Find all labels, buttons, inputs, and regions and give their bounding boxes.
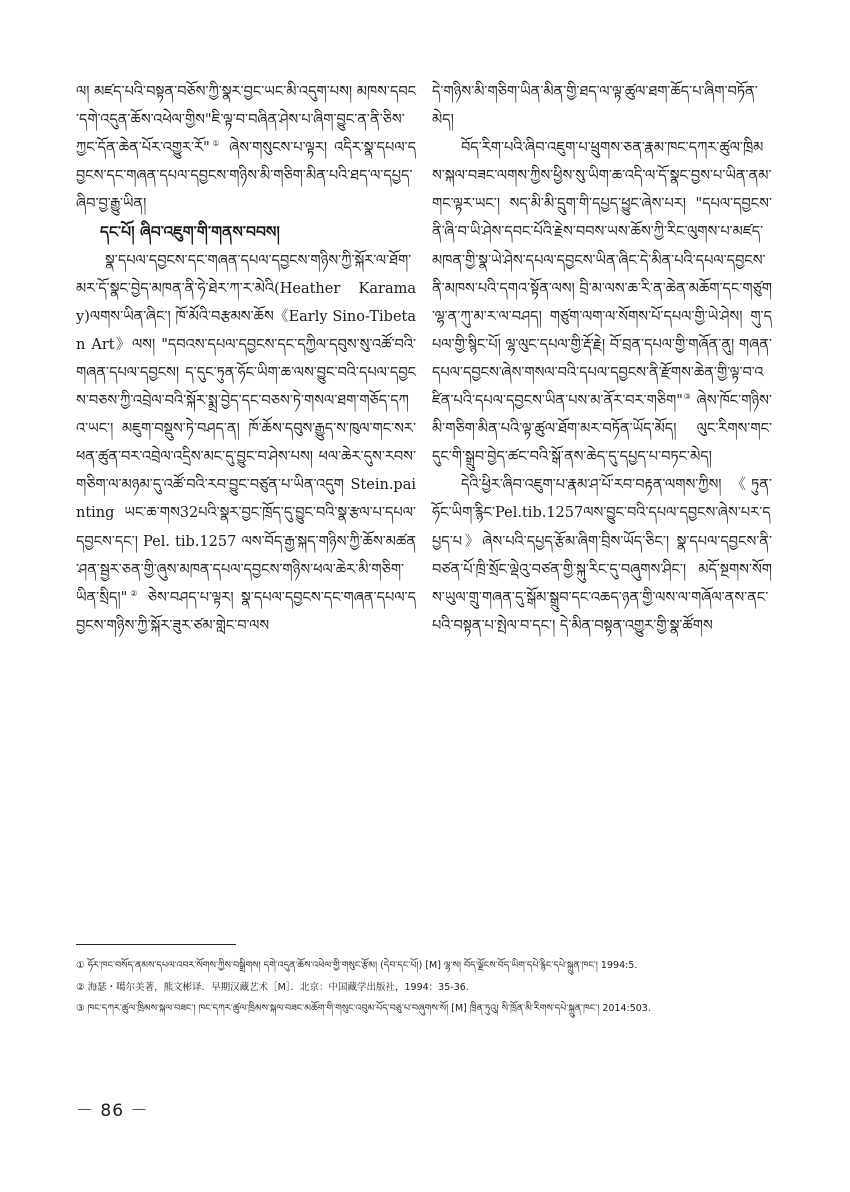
body-paragraph: སྣ་དཔལ་དབྱངས་དང་གཞན་དཔལ་དབྱངས་གཉིས་ཀྱི་སྐོར་ལ་ཐོག་མར་དོ་སྣང་བྱེད་མཁན་ནི་ཧེ་ཐེར་ཀ་ར་མེའི(Heather Karamay)ལགས་ཡིན་ཞིང་། ཁོ་མོའི་བརྩམས་ཆོས《Early Sino-Tibetan Art》ལས། "དབའས་དཔལ་དབྱངས་དང་དཀྱིལ་དབུས་སུ་འཚོ་བའི་གཞན་དཔལ་དབྱངས། ད་དུང་ཏུན་ཧོང་ཡིག་ཆ་ལས་བྱུང་བའི་དཔལ་དབྱངས་བཅས་ཀྱི་འབྲེལ་བའི་སྐོར་སྨྲ་བྱེད་དང་བཅས་ཏེ་གསལ་ཐག་གཅོད་དཀའ་ཡང་། མཇུག་བསྡུས་ཏེ་བཤད་ན། ཁོ་ཆོས་དབུས་རྒྱུད་ས་ཁུལ་གང་སར་ཕན་ཚུན་བར་འབྲེལ་འདྲིས་མང་དུ་བྱུང་བ་ཤེས་པས། ཕལ་ཆེར་དུས་རབས་གཅིག་ལ་མཉམ་དུ་འཚོ་བའི་རབ་བྱུང་བཙུན་པ་ཡིན་འདུག Stein.painting ཡང་ཆ་གས32པའི་སྣར་བྱང་ཁྲོད་དུ་བྱུང་བའི་སྣ་རྩལ་པ་དཔལ་དབྱངས་དང་། Pel. tib.1257 ལས་བོད་རྒྱ་སྐད་གཉིས་ཀྱི་ཆོས་མཚན་ཤན་སྦྱར་ཅན་གྱི་ཞུས་མཁན་དཔལ་དབྱངས་གཉིས་ཕལ་ཆེར་མི་གཅིག་ཡིན་སྲིད།"② ཅེས་བཤད་པ་ལྟར། སྣ་དཔལ་དབྱངས་དང་གཞན་དཔལ་དབྱངས་གཉིས་ཀྱི་སྐོར་ཟུར་ཙམ་གླེང་བ་ལས xyxy=(76,252,416,634)
page-number: － 86 － xyxy=(76,1101,149,1121)
body-paragraph: དེའི་ཕྱིར་ཞིབ་འཇུག་པ་རྣམ་ཤ་པོ་རབ་བརྟན་ལགས་ཀྱིས། 《ཏུན་ཧོང་ཡིག་རྙིང་Pel.tib.1257ལས་བྱུང་བའི་དཔལ་དབྱངས་ཞེས་པར་དཔྱད་པ》ཞེས་པའི་དཔྱད་རྩོམ་ཞིག་བྲིས་ཡོད་ཅིང་། སྣ་དཔལ་དབྱངས་ནི་བཙན་པོ་ཁྲི་སྲོང་ལྡེའུ་བཙན་གྱི་སྐུ་རིང་དུ་བཞུགས་ཤིང་། མདོ་སྔགས་སོགས་ཡུལ་གྲུ་གཞན་དུ་སྒོམ་སྒྲུབ་དང་འཆད་ཉན་གྱི་ལས་ལ་གཞོལ་ནས་ནང་པའི་བསྟན་པ་སྤེལ་བ་དང་། དེ་མིན་བསྟན་འགྱུར་གྱི་སྣ་ཚོགས xyxy=(432,477,772,634)
footnotes xyxy=(76,958,778,1023)
footnote-divider xyxy=(76,944,236,945)
footnote-ref: ③ xyxy=(682,392,692,402)
body-paragraph: དེ་གཉིས་མི་གཅིག་ཡིན་མིན་གྱི་ཐད་ལ་ལྟ་ཚུལ་ཐག་ཆོད་པ་ཞིག་བཏོན་མེད། xyxy=(432,84,758,129)
body-paragraph: ལ། མཛད་པའི་བསྟན་བཅོས་ཀྱི་སྣར་བྱང་ཡང་མི་འདུག་པས། མཁས་དབང་དགེ་འདུན་ཆོས་འཕེལ་གྱིས"ཇི་ལྟ་བ་བཞིན་ཤེས་པ་ཞིག་བྱུང་ན་ནི་ཅིས་ཀྱང་དོན་ཆེན་པོར་འགྱུར་རོ"① ཞེས་གསུངས་པ་ལྟར། འདིར་སྣ་དཔལ་དབྱངས་དང་གཞན་དཔལ་དབྱངས་གཉིས་མི་གཅིག་མིན་པའི་ཐད་ལ་དཔྱད་ཞིབ་བྱ་རྒྱུ་ཡིན། xyxy=(76,84,416,213)
footnote: ③ ཁང་དཀར་ཚུལ་ཁྲིམས་སྐལ་བཟང་། ཁང་དཀར་ཚུལ་ཁྲིམས་སྐལ་བཟང་མཆོག་གི་གསུང་འབུམ་པོད་བཅུ་པ་བཞུགས་སོ། [M] ཁྲིན་ཏུའུ། སི་ཁྲོན་མི་རིགས་དཔེ་སྐྲུན་ཁང་། 2014:503. xyxy=(76,1003,651,1014)
left-column xyxy=(76,78,416,640)
footnote: ① ཧོར་ཁང་བསོད་ནམས་དཔལ་འབར་སོགས་ཀྱིས་བསྒྲིགས། དགེ་འདུན་ཆོས་འཕེལ་གྱི་གསུང་རྩོམ། (དེབ་དང་པོ།) [M] ལྷ་ས། བོད་ལྗོངས་བོད་ཡིག་དཔེ་རྙིང་དཔེ་སྐྲུན་ཁང་། 1994:5. xyxy=(76,960,638,971)
right-column xyxy=(432,78,772,640)
footnote-ref: ① xyxy=(209,139,222,149)
section-heading: དང་པོ། ཞིབ་འཇུག་གི་གནས་བབས། xyxy=(100,222,280,242)
footnote-ref: ② xyxy=(127,588,141,598)
footnote: ② 海瑟・噶尔美著，熊文彬译．早期汉藏艺术［M］．北京：中国藏学出版社，1994：35-36. xyxy=(76,981,469,993)
body-paragraph: བོད་རིག་པའི་ཞིབ་འཇུག་པ་ཕྲུགས་ཅན་རྣམ་ཁང་དཀར་ཚུལ་ཁྲིམས་སྐལ་བཟང་ལགས་ཀྱིས་ཕྱིས་སུ་ཡིག་ཆ་འདི་ལ་དོ་སྣང་བྱས་པ་ཡིན་ནམ་གང་ལྟར་ཡང་། སད་མི་མི་དྲུག་གི་དཔྱད་ཕྱུང་ཞེས་པར། "དཔལ་དབྱངས་ནི་ཞི་བ་ཡི་ཤེས་དབང་པོའི་རྗེས་བབས་ཡས་ཆོས་ཀྱི་རིང་ལུགས་པ་མཛད་མཁན་གྱི་སྣ་ཡེ་ཤེས་དཔལ་དབྱངས་ཡིན་ཞིང་དེ་མིན་པའི་དཔལ་དབྱངས་ནི་མཁས་པའི་དགའ་སྟོན་ལས། བྲི་མ་ལས་ཆ་རི་ན་ཆེན་མཆོག་དང་གཙུག་ལྷ་ན་ཀུ་མ་ར་ལ་བཤད། གཙུག་ལག་ལ་སོགས་པོ་དཔལ་གྱི་ཡེ་ཤེས། གུ་དཔལ་གྱི་སྙིང་པོ། ལྷ་ལུང་དཔལ་གྱི་རྡོ་རྗེ། བོ་བྲན་དཔལ་གྱི་གཞོན་ནུ། གཞན་དཔལ་དབྱངས་ཞེས་གསལ་བའི་དཔལ་དབྱངས་ནི་རྫོགས་ཆེན་གྱི་ལྟ་བ་འཛིན་པའི་དཔལ་དབྱངས་ཡིན་པས་མ་ནོར་བར་གཅིག"③ ཞེས་ཁོང་གཉིས་མི་གཅིག་མིན་པའི་ལྟ་ཚུལ་ཐོག་མར་བཏོན་ཡོད་མོད། ལུང་རིགས་གང་དུང་གི་སྒྲུབ་བྱེད་ཚང་བའི་སྒོ་ནས་ཆེད་དུ་དཔྱད་པ་བཏང་མེད། xyxy=(432,140,772,466)
